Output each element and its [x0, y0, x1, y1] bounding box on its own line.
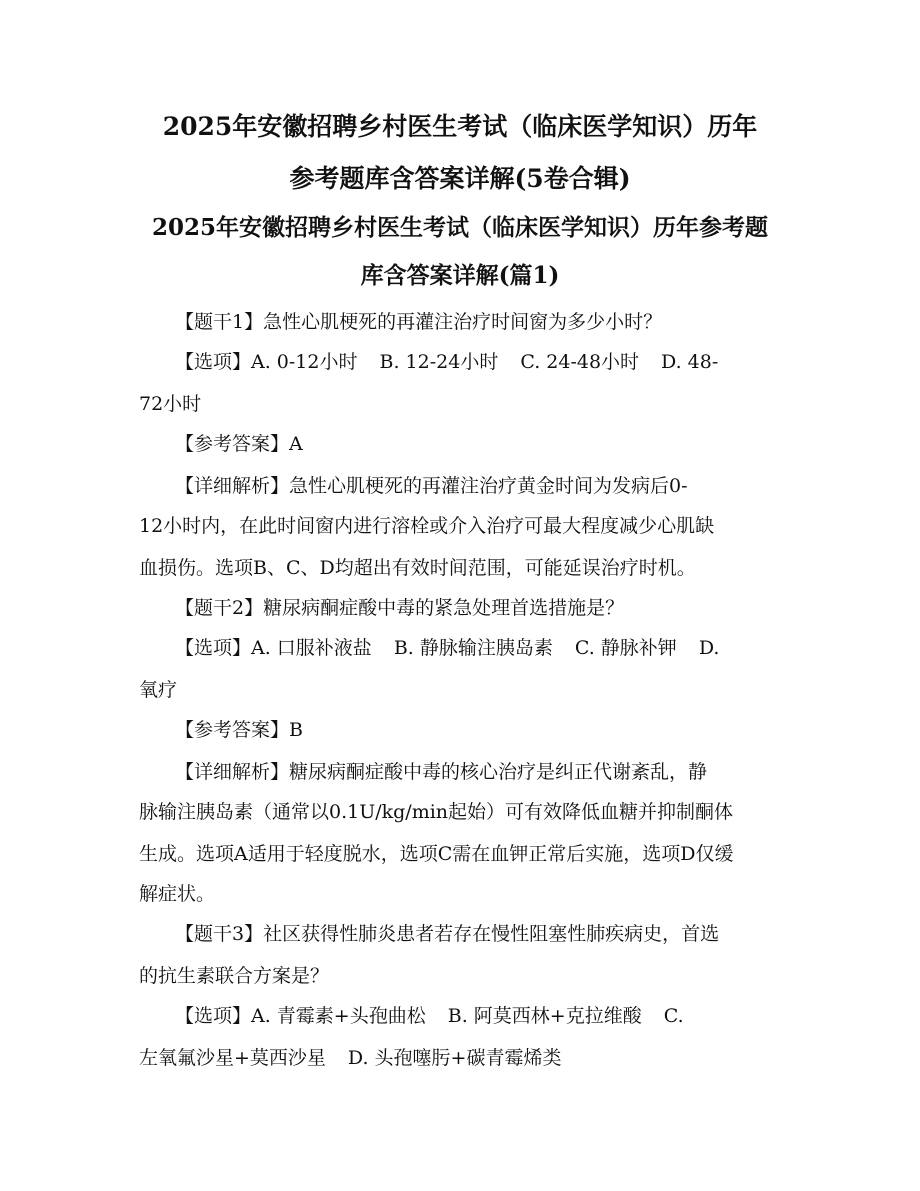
question-3-option-b: B. 阿莫西林+克拉维酸: [447, 1005, 642, 1027]
document-title-line-1: 2025年安徽招聘乡村医生考试（临床医学知识）历年: [162, 112, 758, 141]
question-2-analysis-line: 脉输注胰岛素（通常以0.1U/kg/min起始）可有效降低血糖并抑制酮体: [139, 801, 734, 823]
question-2-options-continued: 氧疗: [139, 679, 178, 701]
question-2-answer: 【参考答案】B: [175, 719, 303, 741]
question-1-analysis-line: 【详细解析】急性心肌梗死的再灌注治疗黄金时间为发病后0-: [175, 475, 688, 497]
question-2-analysis-line: 解症状。: [139, 883, 216, 905]
question-3-options: [175, 1004, 684, 1028]
question-1-analysis-line: 血损伤。选项B、C、D均超出有效时间范围，可能延误治疗时机。: [139, 557, 696, 579]
question-3-option-a: 【选项】A. 青霉素+头孢曲松: [175, 1005, 426, 1027]
question-3-stem-line: 的抗生素联合方案是？: [139, 965, 330, 987]
question-1-option-b: B. 12-24小时: [379, 351, 499, 373]
question-1-stem: 【题干1】急性心肌梗死的再灌注治疗时间窗为多少小时？: [175, 311, 663, 333]
question-1-options-continued: 72小时: [139, 393, 202, 415]
question-1-answer: 【参考答案】A: [175, 433, 303, 455]
question-2-option-b: B. 静脉输注胰岛素: [393, 637, 553, 659]
section-heading-line-2: 库含答案详解(篇1): [360, 262, 560, 289]
question-2-option-c: C. 静脉补钾: [574, 637, 677, 659]
question-2-analysis-line: 【详细解析】糖尿病酮症酸中毒的核心治疗是纠正代谢紊乱，静: [175, 761, 708, 783]
question-2-option-d: D.: [698, 637, 720, 659]
question-1-option-a: 【选项】A. 0-12小时: [175, 351, 358, 373]
question-3-option-c: 左氧氟沙星+莫西沙星: [139, 1047, 326, 1069]
question-2-analysis-line: 生成。选项A适用于轻度脱水，选项C需在血钾正常后实施，选项D仅缓: [139, 843, 734, 865]
question-3-stem-line: 【题干3】社区获得性肺炎患者若存在慢性阻塞性肺疾病史，首选: [175, 923, 720, 945]
question-3-options-continued: [139, 1046, 561, 1070]
question-1-analysis-line: 12小时内，在此时间窗内进行溶栓或介入治疗可最大程度减少心肌缺: [139, 515, 715, 537]
document-title-line-2: 参考题库含答案详解(5卷合辑): [289, 164, 631, 193]
question-3-option-c-label: C.: [663, 1005, 684, 1027]
question-3-option-d: D. 头孢噻肟+碳青霉烯类: [347, 1047, 562, 1069]
question-1-option-d: D. 48-: [661, 351, 719, 373]
question-1-option-c: C. 24-48小时: [520, 351, 640, 373]
question-2-stem: 【题干2】糖尿病酮症酸中毒的紧急处理首选措施是？: [175, 597, 625, 619]
question-2-options: [175, 636, 719, 660]
question-1-options: [175, 350, 718, 374]
section-heading-line-1: 2025年安徽招聘乡村医生考试（临床医学知识）历年参考题: [151, 214, 768, 241]
question-2-option-a: 【选项】A. 口服补液盐: [175, 637, 372, 659]
